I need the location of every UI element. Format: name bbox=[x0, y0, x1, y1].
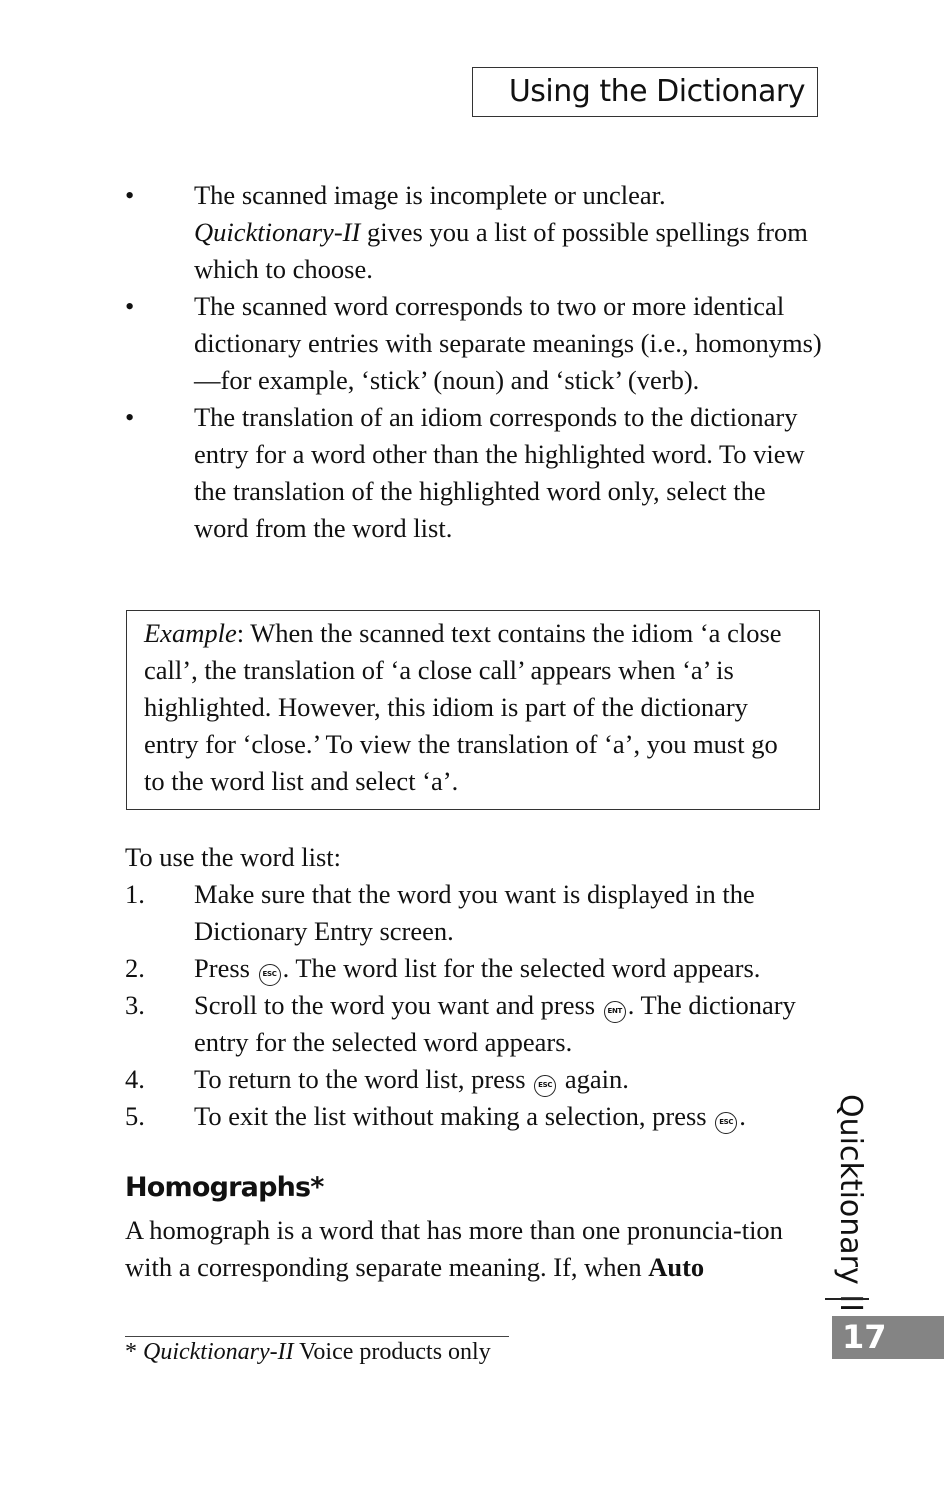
example-text: : When the scanned text contains the idiom ‘a close call’, the translation of ‘a close call’ appears when ‘a’ is highlighted. However, this idiom is part of the dictionary entry for ‘close.’ To view the translation of ‘a’, you must go to the word list and select ‘a’. bbox=[144, 618, 782, 796]
bullet-mark: • bbox=[125, 291, 135, 321]
bullet-item bbox=[125, 177, 825, 288]
bullet-list bbox=[125, 177, 825, 547]
footnote-product: Quicktionary-II bbox=[143, 1339, 294, 1365]
word-list-intro: To use the word list: bbox=[125, 842, 342, 872]
step-text-cont: again. bbox=[558, 1064, 629, 1094]
step-number: 2. bbox=[125, 953, 145, 983]
header-box bbox=[472, 67, 818, 117]
header-title: Using the Dictionary bbox=[508, 74, 805, 109]
step-item bbox=[125, 987, 845, 1061]
step-text: Make sure that the word you want is displayed in the Dictionary Entry screen. bbox=[194, 879, 755, 946]
word-list-steps bbox=[125, 876, 845, 1135]
step-text: Press bbox=[194, 953, 257, 983]
step-text: To exit the list without making a selection, press bbox=[194, 1101, 714, 1131]
page-number-box bbox=[832, 1316, 944, 1359]
step-number: 1. bbox=[125, 879, 145, 909]
step-number: 4. bbox=[125, 1064, 145, 1094]
bullet-mark: • bbox=[125, 402, 135, 432]
side-tab-label: Quicktionary II bbox=[833, 1094, 868, 1312]
step-text-cont: . The dictionary entry for the selected word appears. bbox=[194, 990, 796, 1057]
example-label: Example bbox=[144, 618, 237, 648]
homographs-paragraph bbox=[125, 1212, 815, 1286]
footnote bbox=[125, 1336, 491, 1368]
enter-key-icon: ENT bbox=[604, 1001, 626, 1023]
step-number: 5. bbox=[125, 1101, 145, 1131]
step-item bbox=[125, 1061, 845, 1098]
footnote-text: Voice products only bbox=[293, 1339, 491, 1365]
esc-key-icon: ESC bbox=[715, 1112, 737, 1134]
bullet-text-cont: gives you a list of possible spellings from which to choose. bbox=[194, 217, 808, 284]
step-text-cont: . The word list for the selected word appears. bbox=[282, 953, 761, 983]
homographs-bold-term: Auto bbox=[648, 1252, 705, 1282]
bullet-text: The scanned image is incomplete or unclear. bbox=[194, 180, 666, 210]
step-text: Scroll to the word you want and press bbox=[194, 990, 602, 1020]
bullet-mark: • bbox=[125, 180, 135, 210]
bullet-text: The scanned word corresponds to two or more identical dictionary entries with separate meanings (i.e., homonyms)—for example, ‘stick’ (noun) and ‘stick’ (verb). bbox=[194, 291, 822, 395]
bullet-item bbox=[125, 288, 825, 399]
section-heading-homographs: Homographs* bbox=[125, 1172, 324, 1203]
side-tab-underline bbox=[825, 1298, 869, 1300]
step-number: 3. bbox=[125, 990, 145, 1020]
product-name: Quicktionary-II bbox=[194, 217, 361, 247]
homographs-text: A homograph is a word that has more than one pronuncia-tion with a corresponding separate meaning. If, when bbox=[125, 1215, 783, 1282]
step-text-cont: . bbox=[739, 1101, 746, 1131]
bullet-item bbox=[125, 399, 825, 547]
esc-key-icon: ESC bbox=[259, 964, 281, 986]
step-text: To return to the word list, press bbox=[194, 1064, 533, 1094]
bullet-text: The translation of an idiom corresponds to the dictionary entry for a word other than the highlighted word. To view the translation of the highlighted word only, select the word from the word list. bbox=[194, 402, 805, 543]
step-item bbox=[125, 950, 845, 987]
footnote-mark: * bbox=[125, 1339, 143, 1365]
step-item bbox=[125, 876, 845, 950]
side-tab bbox=[830, 1094, 870, 1312]
example-box bbox=[126, 610, 820, 810]
esc-key-icon: ESC bbox=[534, 1075, 556, 1097]
page-number: 17 bbox=[842, 1318, 887, 1356]
step-item bbox=[125, 1098, 845, 1135]
